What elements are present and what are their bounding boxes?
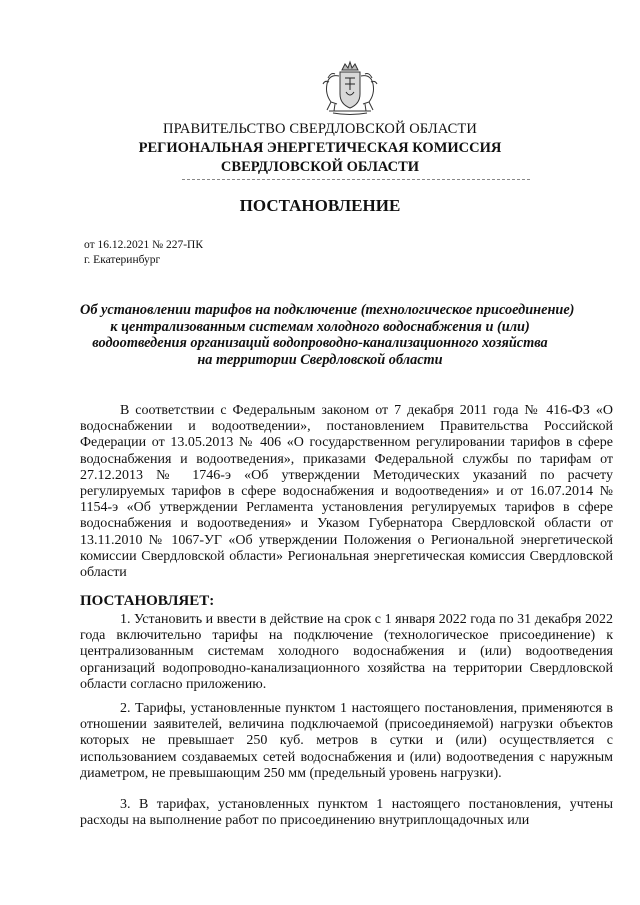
- document-date-number: от 16.12.2021 № 227-ПК: [84, 239, 204, 251]
- document-city: г. Екатеринбург: [84, 254, 161, 266]
- preamble-paragraph: В соответствии с Федеральным законом от 7 декабря 2011 года № 416-ФЗ «О водоснабжении и водоотведении», постановлением Правительства Российской Федерации от 13.05.2013 № 406 «О государственном регулировании тарифов в сфере водоснабжения и водоотведения», приказами Федеральной службы по тарифам от 27.12.2013 № 1746-э «Об утверждении Методических указаний по расчету регулируемых тарифов в сфере водоснабжения и водоотведения» и от 16.07.2014 № 1154-э «Об утверждении Регламента установления регулируемых тарифов в сфере водоснабжения и водоотведения» и Указом Губернатора Свердловской области от 13.11.2010 № 1067-УГ «Об утверждении Положения о Региональной энергетической комиссии Свердловской области» Региональная энергетическая комиссия Свердловской области: [80, 403, 613, 581]
- subject-line: водоотведения организаций водопроводно-канализационного хозяйства: [92, 335, 548, 352]
- subject-line: к централизованным системам холодного водоснабжения и (или): [110, 318, 530, 335]
- coat-of-arms-emblem: [315, 60, 385, 116]
- clause-1-paragraph: 1. Установить и ввести в действие на срок с 1 января 2022 года по 31 декабря 2022 года включительно тарифы на подключение (технологическое присоединение) к централизованным системам холодного водоснабжения и (или) водоотведения организаций водопроводно-канализационного хозяйства на территории Свердловской области согласно приложению.: [80, 612, 613, 692]
- clause-2-paragraph: 2. Тарифы, установленные пунктом 1 настоящего постановления, применяются в отношении заявителей, величина подключаемой (присоединяемой) нагрузки объектов которых не превышает 250 куб. метров в сутки и (или) осуществляется с использованием создаваемых сетей водоснабжения и (или) водоотведения с наружным диаметром, не превышающим 250 мм (предельный уровень нагрузки).: [80, 701, 613, 781]
- document-type-title: ПОСТАНОВЛЕНИЕ: [239, 196, 401, 215]
- document-subject: [80, 302, 575, 368]
- org-name-line-1: ПРАВИТЕЛЬСТВО СВЕРДЛОВСКОЙ ОБЛАСТИ: [163, 121, 477, 137]
- org-name-line-3: СВЕРДЛОВСКОЙ ОБЛАСТИ: [220, 159, 420, 175]
- subject-line: на территории Свердловской области: [197, 351, 443, 368]
- header-divider: [182, 179, 530, 180]
- subject-line: Об установлении тарифов на подключение (технологическое присоединение): [80, 302, 575, 318]
- resolves-heading: ПОСТАНОВЛЯЕТ:: [80, 593, 215, 609]
- org-name-line-2: РЕГИОНАЛЬНАЯ ЭНЕРГЕТИЧЕСКАЯ КОМИССИЯ: [138, 140, 502, 156]
- clause-3-paragraph: 3. В тарифах, установленных пунктом 1 настоящего постановления, учтены расходы на выполнение работ по присоединению внутриплощадочных или: [80, 797, 613, 829]
